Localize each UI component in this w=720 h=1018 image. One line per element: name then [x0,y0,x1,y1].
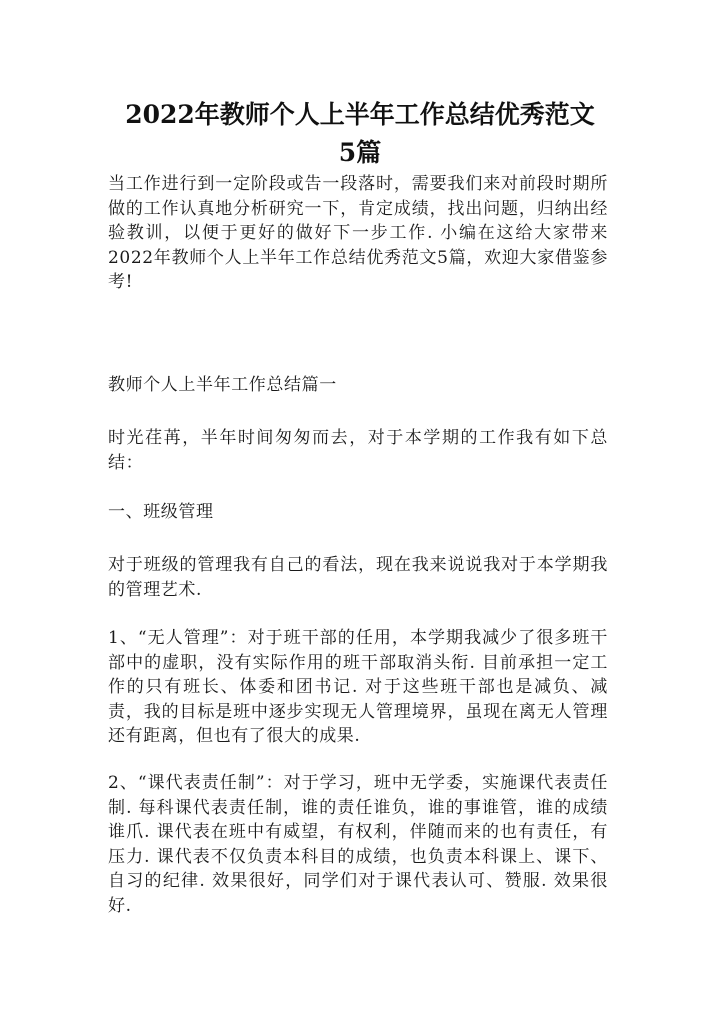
section-intro-paragraph: 对于班级的管理我有自己的看法，现在我来说说我对于本学期我的管理艺术. [108,555,608,600]
lead-paragraph: 时光荏苒，半年时间匆匆而去，对于本学期的工作我有如下总结： [108,428,608,473]
item-1-paragraph: 1、“无人管理”：对于班干部的任用，本学期我减少了很多班干部中的虚职，没有实际作用的班干部取消头衔. 目前承担一定工作的只有班长、体委和团书记. 对于这些班干部也是减负、减责，我的目标是班中逐步实现无人管理境界，虽现在离无人管理还有距离，但也有了很大的成果. [108,628,608,746]
article-heading: 教师个人上半年工作总结篇一 [108,375,337,395]
title-line-1: 2022年教师个人上半年工作总结优秀范文 [125,100,595,129]
intro-paragraph: 当工作进行到一定阶段或告一段落时，需要我们来对前段时期所做的工作认真地分析研究一下，肯定成绩，找出问题，归纳出经验教训，以便于更好的做好下一步工作. 小编在这给大家带来2022年教师个人上半年工作总结优秀范文5篇，欢迎大家借鉴参考! [108,174,608,292]
title-line-2: 5篇 [338,138,382,167]
section-heading: 一、班级管理 [108,502,214,522]
item-2-paragraph: 2、“课代表责任制”：对于学习，班中无学委，实施课代表责任制. 每科课代表责任制，谁的责任谁负，谁的事谁管，谁的成绩谁爪. 课代表在班中有威望，有权利，伴随而来的也有责任，有压力. 课代表不仅负责本科目的成绩，也负责本科课上、课下、自习的纪律. 效果很好，同学们对于课代表认可、赞服. 效果很好. [108,773,608,916]
document-title [100,96,620,172]
